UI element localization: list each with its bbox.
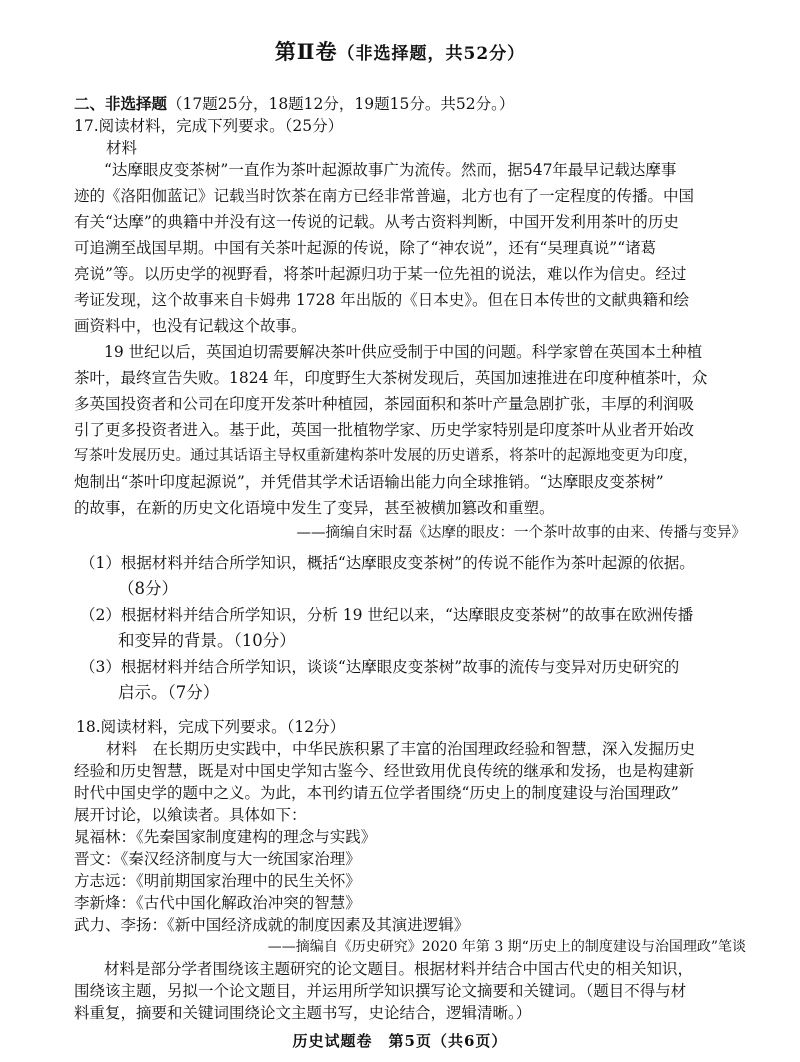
- q17-line: “达摩眼皮变茶树”一直作为茶叶起源故事广为流传。然而，据547年最早记载达摩事: [104, 161, 677, 179]
- q17-head: 17.阅读材料，完成下列要求。（25分）: [74, 117, 344, 135]
- q17-question: （1）根据材料并结合所学知识，概括“达摩眼皮变茶树”的传说不能作为茶叶起源的依据。: [80, 554, 695, 572]
- q17-line: 19 世纪以后，英国迫切需要解决茶叶供应受制于中国的问题。科学家曾在英国本土种植: [104, 343, 703, 361]
- q18-task-line: 围绕该主题，另拟一个论文题目，并运用所学知识撰写论文摘要和关键词。（题目不得与材: [74, 982, 687, 1000]
- q17-line: 写茶叶发展历史。通过其话语主导权重新建构茶叶发展的历史谱系，将茶叶的起源地变更为印度，: [74, 448, 698, 464]
- q17-material-label: 材料: [106, 139, 138, 157]
- q17-line: 考证发现，这个故事来自卡姆弗 1728 年出版的《日本史》。但在日本传世的文献典籍和绘: [74, 291, 690, 309]
- q17-line: 的故事，在新的历史文化语境中发生了变异，甚至被横加篡改和重塑。: [74, 499, 555, 517]
- q17-question: 和变异的背景。（10分）: [118, 631, 296, 650]
- section-note: （17题25分，18题12分，19题15分。共52分。）: [167, 95, 515, 113]
- q18-task-line: 料重复，摘要和关键词围绕论文主题书写，史论结合，逻辑清晰。）: [74, 1004, 532, 1022]
- q17-question: （3）根据材料并结合所学知识，谈谈“达摩眼皮变茶树”故事的流传与变异对历史研究的: [80, 658, 680, 676]
- section-heading: 二、非选择题: [74, 94, 168, 113]
- page-footer: 历史试题卷 第5页（共6页）: [292, 1032, 508, 1050]
- q18-line: 时代中国史学的题中之义。为此，本刊约请五位学者围绕“历史上的制度建设与治国理政”: [74, 784, 679, 802]
- title-main: 第Ⅱ卷: [274, 39, 338, 64]
- q17-question: （8分）: [118, 579, 178, 598]
- q17-line: 炮制出“茶叶印度起源说”，并凭借其学术话语输出能力向全球推销。“达摩眼皮变茶树”: [74, 473, 664, 491]
- q17-question: （2）根据材料并结合所学知识，分析 19 世纪以来，“达摩眼皮变茶树”的故事在欧洲传播: [80, 606, 694, 624]
- q17-source: ——摘编自宋时磊《达摩的眼皮：一个茶叶故事的由来、传播与变异》: [296, 525, 746, 541]
- q17-question: 启示。（7分）: [118, 683, 220, 702]
- q17-line: 亮说”等。以历史学的视野看，将茶叶起源归功于某一位先祖的说法，难以作为信史。经过: [74, 265, 687, 283]
- q18-source: ——摘编自《历史研究》2020 年第 3 期“历史上的制度建设与治国理政”笔谈: [267, 939, 746, 955]
- q18-paper-title: 晁福林：《先秦国家制度建构的理念与实践》: [74, 828, 377, 846]
- q17-line: 有关“达摩”的典籍中并没有这一传说的记载。从考古资料判断，中国开发利用茶叶的历史: [74, 213, 679, 231]
- q17-line: 多英国投资者和公司在印度开发茶叶种植园，茶园面积和茶叶产量急剧扩张，丰厚的利润吸: [74, 395, 695, 413]
- q18-paper-title: 李新烽：《古代中国化解政治冲突的智慧》: [74, 894, 361, 912]
- q18-task-line: 材料是部分学者围绕该主题研究的论文题目。根据材料并结合中国古代史的相关知识，: [104, 960, 694, 978]
- q18-paper-title: 方志远：《明前期国家治理中的民生关怀》: [74, 872, 361, 890]
- title-sub: （非选择题，共52分）: [337, 44, 526, 64]
- q18-line: 经验和历史智慧，既是对中国史学知古鉴今、经世致用优良传统的继承和发扬，也是构建新: [74, 762, 695, 780]
- section-heading-line: [74, 93, 746, 115]
- q17-line: 可追溯至战国早期。中国有关茶叶起源的传说，除了“神农说”，还有“吴理真说”“诸葛: [74, 239, 657, 257]
- page-title: [0, 36, 800, 66]
- q18-paper-title: 武力、李扬：《新中国经济成就的制度因素及其演进逻辑》: [74, 916, 470, 934]
- q17-line: 迹的《洛阳伽蓝记》记载当时饮茶在南方已经非常普遍，北方也有了一定程度的传播。中国: [74, 187, 695, 205]
- q17-line: 画资料中，也没有记载这个故事。: [74, 317, 307, 335]
- q18-paper-title: 晋文：《秦汉经济制度与大一统国家治理》: [74, 850, 361, 868]
- q18-head: 18.阅读材料，完成下列要求。（12分）: [76, 718, 346, 736]
- q17-line: 引了更多投资者进入。基于此，英国一批植物学家、历史学家特别是印度茶叶从业者开始改: [74, 421, 695, 439]
- q18-line: 展开讨论，以飨读者。具体如下：: [74, 806, 307, 824]
- q17-line: 茶叶，最终宣告失败。1824 年，印度野生大茶树发现后，英国加速推进在印度种植茶叶，众: [74, 369, 708, 387]
- q18-line: 材料 在长期历史实践中，中华民族积累了丰富的治国理政经验和智慧，深入发掘历史: [106, 740, 696, 758]
